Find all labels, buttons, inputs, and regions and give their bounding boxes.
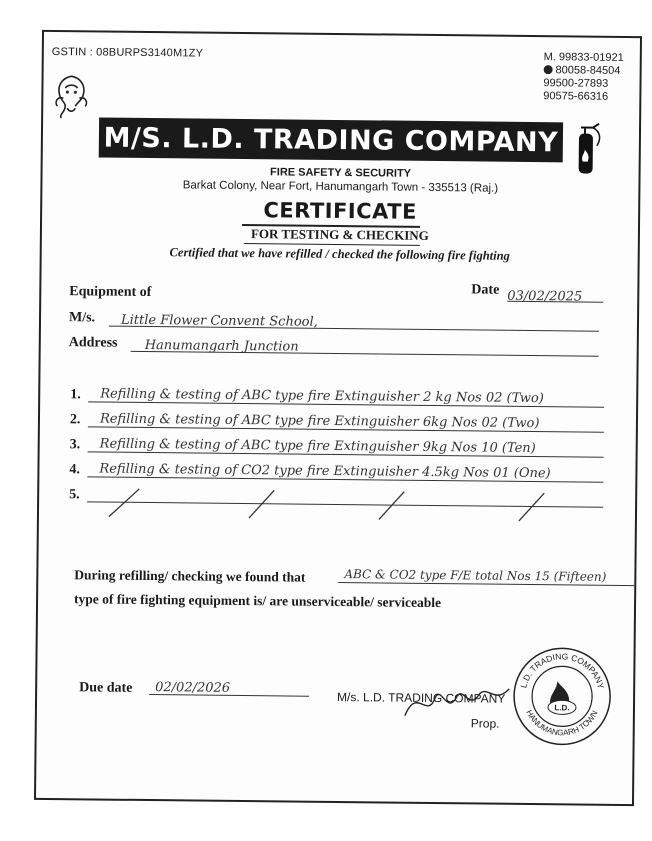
item-5-number: 5. xyxy=(69,487,80,503)
date-value: 03/02/2025 xyxy=(507,288,583,305)
item-1-text: Refilling & testing of ABC type fire Extinguisher 2 kg Nos 02 (Two) xyxy=(100,386,544,407)
company-address: Barkat Colony, Near Fort, Hanumangarh Town - 335513 (Raj.) xyxy=(182,179,499,195)
certificate-title: CERTIFICATE xyxy=(263,198,418,224)
firm-signature-label: M/s. L.D. TRADING COMPANY xyxy=(337,690,506,706)
strike-marks xyxy=(99,481,559,526)
whatsapp-icon xyxy=(543,65,552,74)
item-4-line xyxy=(87,459,603,482)
serviceable-statement: type of fire fighting equipment is/ are unserviceable/ serviceable xyxy=(74,591,442,611)
due-date-label: Due date xyxy=(79,680,133,696)
item-4-number: 4. xyxy=(69,462,81,478)
phone-2-row xyxy=(543,64,623,78)
during-value: ABC & CO2 type F/E total Nos 15 (Fifteen) xyxy=(344,567,607,584)
item-3-number: 3. xyxy=(69,437,81,453)
stamp-top-text: L.D. TRADING COMPANY xyxy=(518,651,607,690)
stamp-bottom-text: HANUMANGARH TOWN xyxy=(524,708,600,738)
phone-1: M. 99833-01921 xyxy=(543,51,624,64)
address-field xyxy=(131,336,599,357)
item-2-line xyxy=(88,409,604,432)
date-field xyxy=(507,287,603,303)
phone-numbers xyxy=(543,51,624,104)
tagline: FIRE SAFETY & SECURITY xyxy=(270,166,412,180)
ganesh-logo-icon xyxy=(51,72,92,122)
phone-3: 99500-27893 xyxy=(543,77,609,90)
during-label: During refilling/ checking we found that xyxy=(74,567,306,585)
proprietor-label: Prop. xyxy=(470,716,500,731)
company-stamp xyxy=(511,645,614,748)
ms-field xyxy=(109,311,599,332)
address-label: Address xyxy=(68,335,118,351)
stamp-center-text: L.D. xyxy=(554,703,570,713)
phone-2: 80058-84504 xyxy=(555,64,621,77)
item-3-line xyxy=(88,434,604,457)
item-1-number: 1. xyxy=(70,387,81,403)
certificate-subtitle: FOR TESTING & CHECKING xyxy=(250,226,429,243)
equipment-label: Equipment of xyxy=(69,284,152,301)
due-date-field xyxy=(149,678,309,697)
item-3-text: Refilling & testing of ABC type fire Extinguisher 9kg Nos 10 (Ten) xyxy=(99,436,536,457)
certificate-sheet xyxy=(34,30,642,806)
company-name-banner: M/S. L.D. TRADING COMPANY xyxy=(99,117,563,162)
item-4-text: Refilling & testing of CO2 type fire Extinguisher 4.5kg Nos 01 (One) xyxy=(99,461,551,482)
date-label: Date xyxy=(471,282,500,298)
item-2-number: 2. xyxy=(69,412,81,428)
gstin-number: GSTIN : 08BURPS3140M1ZY xyxy=(51,45,204,60)
phone-4: 90575-66316 xyxy=(543,90,609,103)
ms-value: Little Flower Convent School, xyxy=(120,312,318,330)
certified-statement: Certified that we have refilled / checked the following fire fighting xyxy=(169,245,510,263)
item-2-text: Refilling & testing of ABC type fire Extinguisher 6kg Nos 02 (Two) xyxy=(99,411,540,432)
item-1-line xyxy=(88,384,604,407)
due-date-value: 02/02/2026 xyxy=(155,680,231,696)
during-field xyxy=(338,565,634,586)
address-value: Hanumangarh Junction xyxy=(144,337,299,355)
ms-label: M/s. xyxy=(68,310,96,326)
